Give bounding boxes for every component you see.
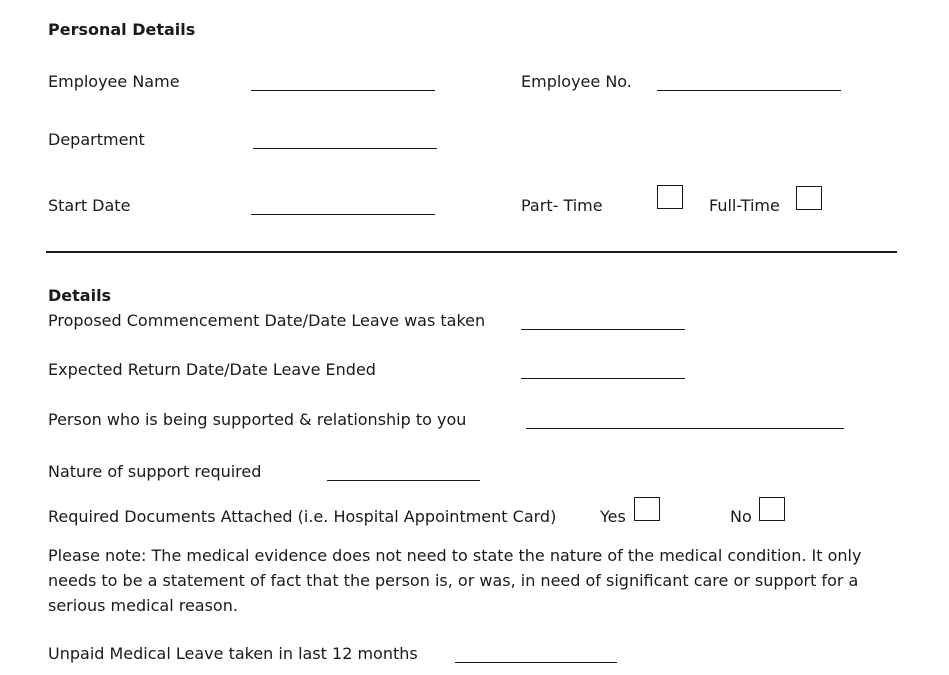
full-time-label: Full-Time [709,196,780,215]
part-time-label: Part- Time [521,196,603,215]
employee-name-label: Employee Name [48,72,180,91]
no-checkbox[interactable] [759,497,785,521]
part-time-checkbox[interactable] [657,185,683,209]
medical-evidence-note: Please note: The medical evidence does not need to state the nature of the medical condition. It only needs to be a statement of fact that the person is, or was, in need of significant care or support for a serious medical reason. [48,546,862,615]
yes-label: Yes [600,507,626,526]
unpaid-leave-label: Unpaid Medical Leave taken in last 12 months [48,644,418,663]
start-date-label: Start Date [48,196,131,215]
department-label: Department [48,130,145,149]
department-field[interactable] [253,148,437,149]
person-supported-label: Person who is being supported & relationship to you [48,410,467,429]
return-date-field[interactable] [521,378,685,379]
support-nature-field[interactable] [327,480,480,481]
return-date-label: Expected Return Date/Date Leave Ended [48,360,376,379]
employee-name-field[interactable] [251,90,435,91]
person-supported-field[interactable] [526,428,844,429]
personal-details-heading: Personal Details [48,20,196,39]
employee-no-field[interactable] [657,90,841,91]
no-label: No [730,507,752,526]
yes-checkbox[interactable] [634,497,660,521]
support-nature-label: Nature of support required [48,462,262,481]
section-divider [46,251,897,253]
commencement-date-label: Proposed Commencement Date/Date Leave was taken [48,311,486,330]
details-heading: Details [48,286,112,305]
commencement-date-field[interactable] [521,329,685,330]
full-time-checkbox[interactable] [796,186,822,210]
start-date-field[interactable] [251,214,435,215]
documents-attached-label: Required Documents Attached (i.e. Hospital Appointment Card) [48,507,557,526]
unpaid-leave-field[interactable] [455,662,617,663]
employee-no-label: Employee No. [521,72,632,91]
